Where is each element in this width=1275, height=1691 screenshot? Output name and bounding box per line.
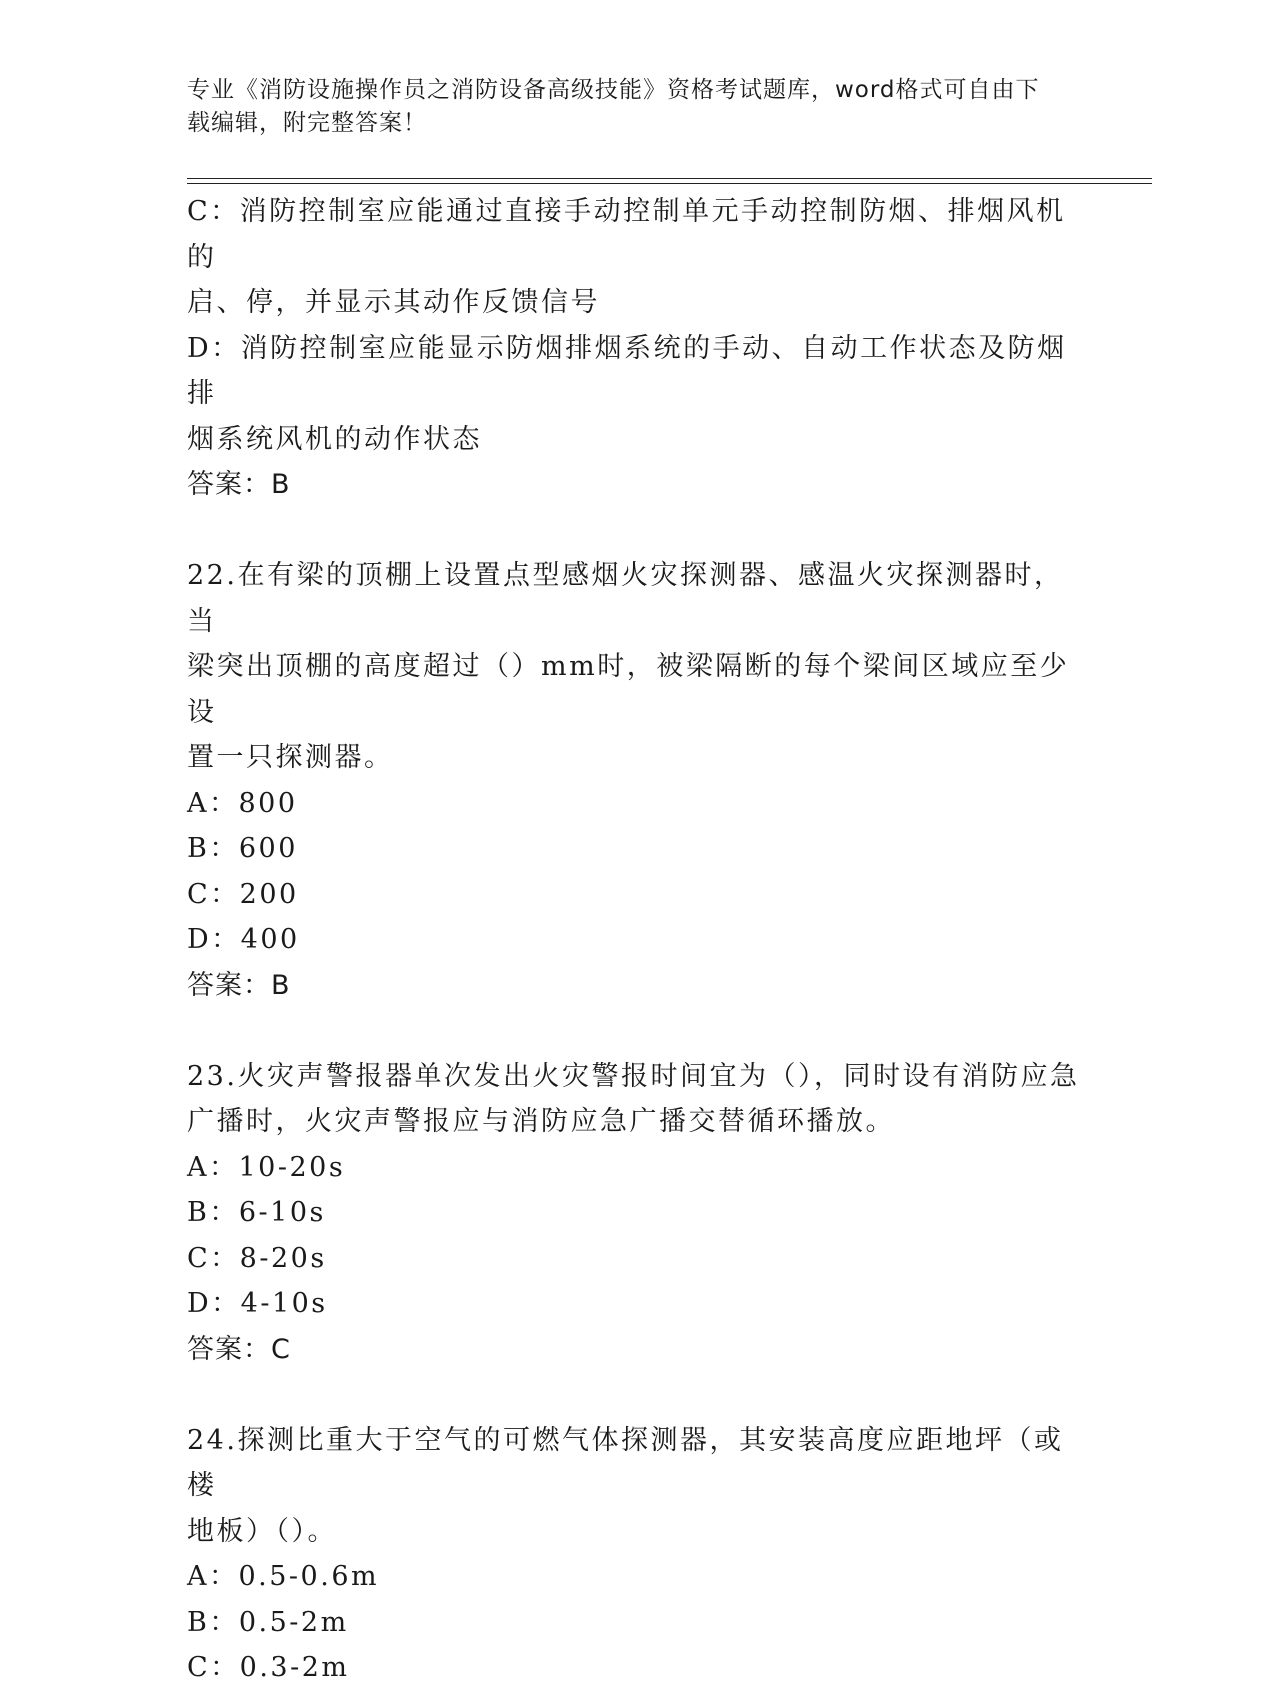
option-c-line-2: 启、停，并显示其动作反馈信号	[187, 287, 600, 318]
spacer	[187, 508, 1087, 554]
spacer	[187, 1008, 1087, 1054]
header-line-2: 载编辑，附完整答案！	[187, 110, 427, 136]
option-c-line-1: C：消防控制室应能通过直接手动控制单元手动控制防烟、排烟风机的	[187, 196, 1066, 273]
question-24-line-2: 地板）（）。	[187, 1515, 337, 1547]
question-23-line-2: 广播时，火灾声警报应与消防应急广播交替循环播放。	[187, 1106, 895, 1137]
question-23-option-c: C：8-20s	[187, 1242, 327, 1274]
question-23-option-b: B：6-10s	[187, 1197, 326, 1228]
header-rule-bottom	[187, 183, 1152, 184]
header-line-1: 专业《消防设施操作员之消防设备高级技能》资格考试题库，word格式可自由下	[187, 77, 1040, 103]
question-22-line-1: 22.在有梁的顶棚上设置点型感烟火灾探测器、感温火灾探测器时，当	[187, 560, 1064, 637]
question-block-23	[187, 1054, 1087, 1373]
answer-22: 答案：B	[187, 969, 291, 1001]
answer-23: 答案：C	[187, 1333, 291, 1365]
header-rule-top	[187, 178, 1152, 179]
question-23-option-d: D：4-10s	[187, 1288, 328, 1319]
question-block-21	[187, 189, 1087, 508]
question-24-option-c: C：0.3-2m	[187, 1652, 350, 1683]
question-content	[187, 189, 1087, 1691]
question-24-option-a: A：0.5-0.6m	[187, 1561, 380, 1592]
document-header	[187, 74, 1067, 140]
question-22-line-3: 置一只探测器。	[187, 742, 394, 773]
option-d-line-1: D：消防控制室应能显示防烟排烟系统的手动、自动工作状态及防烟排	[187, 332, 1067, 409]
question-23-option-a: A：10-20s	[187, 1151, 346, 1183]
question-24-option-b: B：0.5-2m	[187, 1606, 349, 1638]
question-22-option-c: C：200	[187, 878, 299, 910]
question-22-option-b: B：600	[187, 833, 298, 864]
spacer	[187, 1372, 1087, 1418]
question-22-option-d: D：400	[187, 924, 300, 955]
answer-21: 答案：B	[187, 469, 291, 500]
question-22-option-a: A：800	[187, 787, 298, 819]
question-24-line-1: 24.探测比重大于空气的可燃气体探测器，其安装高度应距地坪（或楼	[187, 1424, 1064, 1501]
question-block-22	[187, 553, 1087, 1008]
question-22-line-2: 梁突出顶棚的高度超过（）mm时，被梁隔断的每个梁间区域应至少设	[187, 651, 1070, 728]
question-23-line-1: 23.火灾声警报器单次发出火灾警报时间宜为（），同时设有消防应急	[187, 1060, 1080, 1092]
option-d-line-2: 烟系统风机的动作状态	[187, 423, 482, 455]
